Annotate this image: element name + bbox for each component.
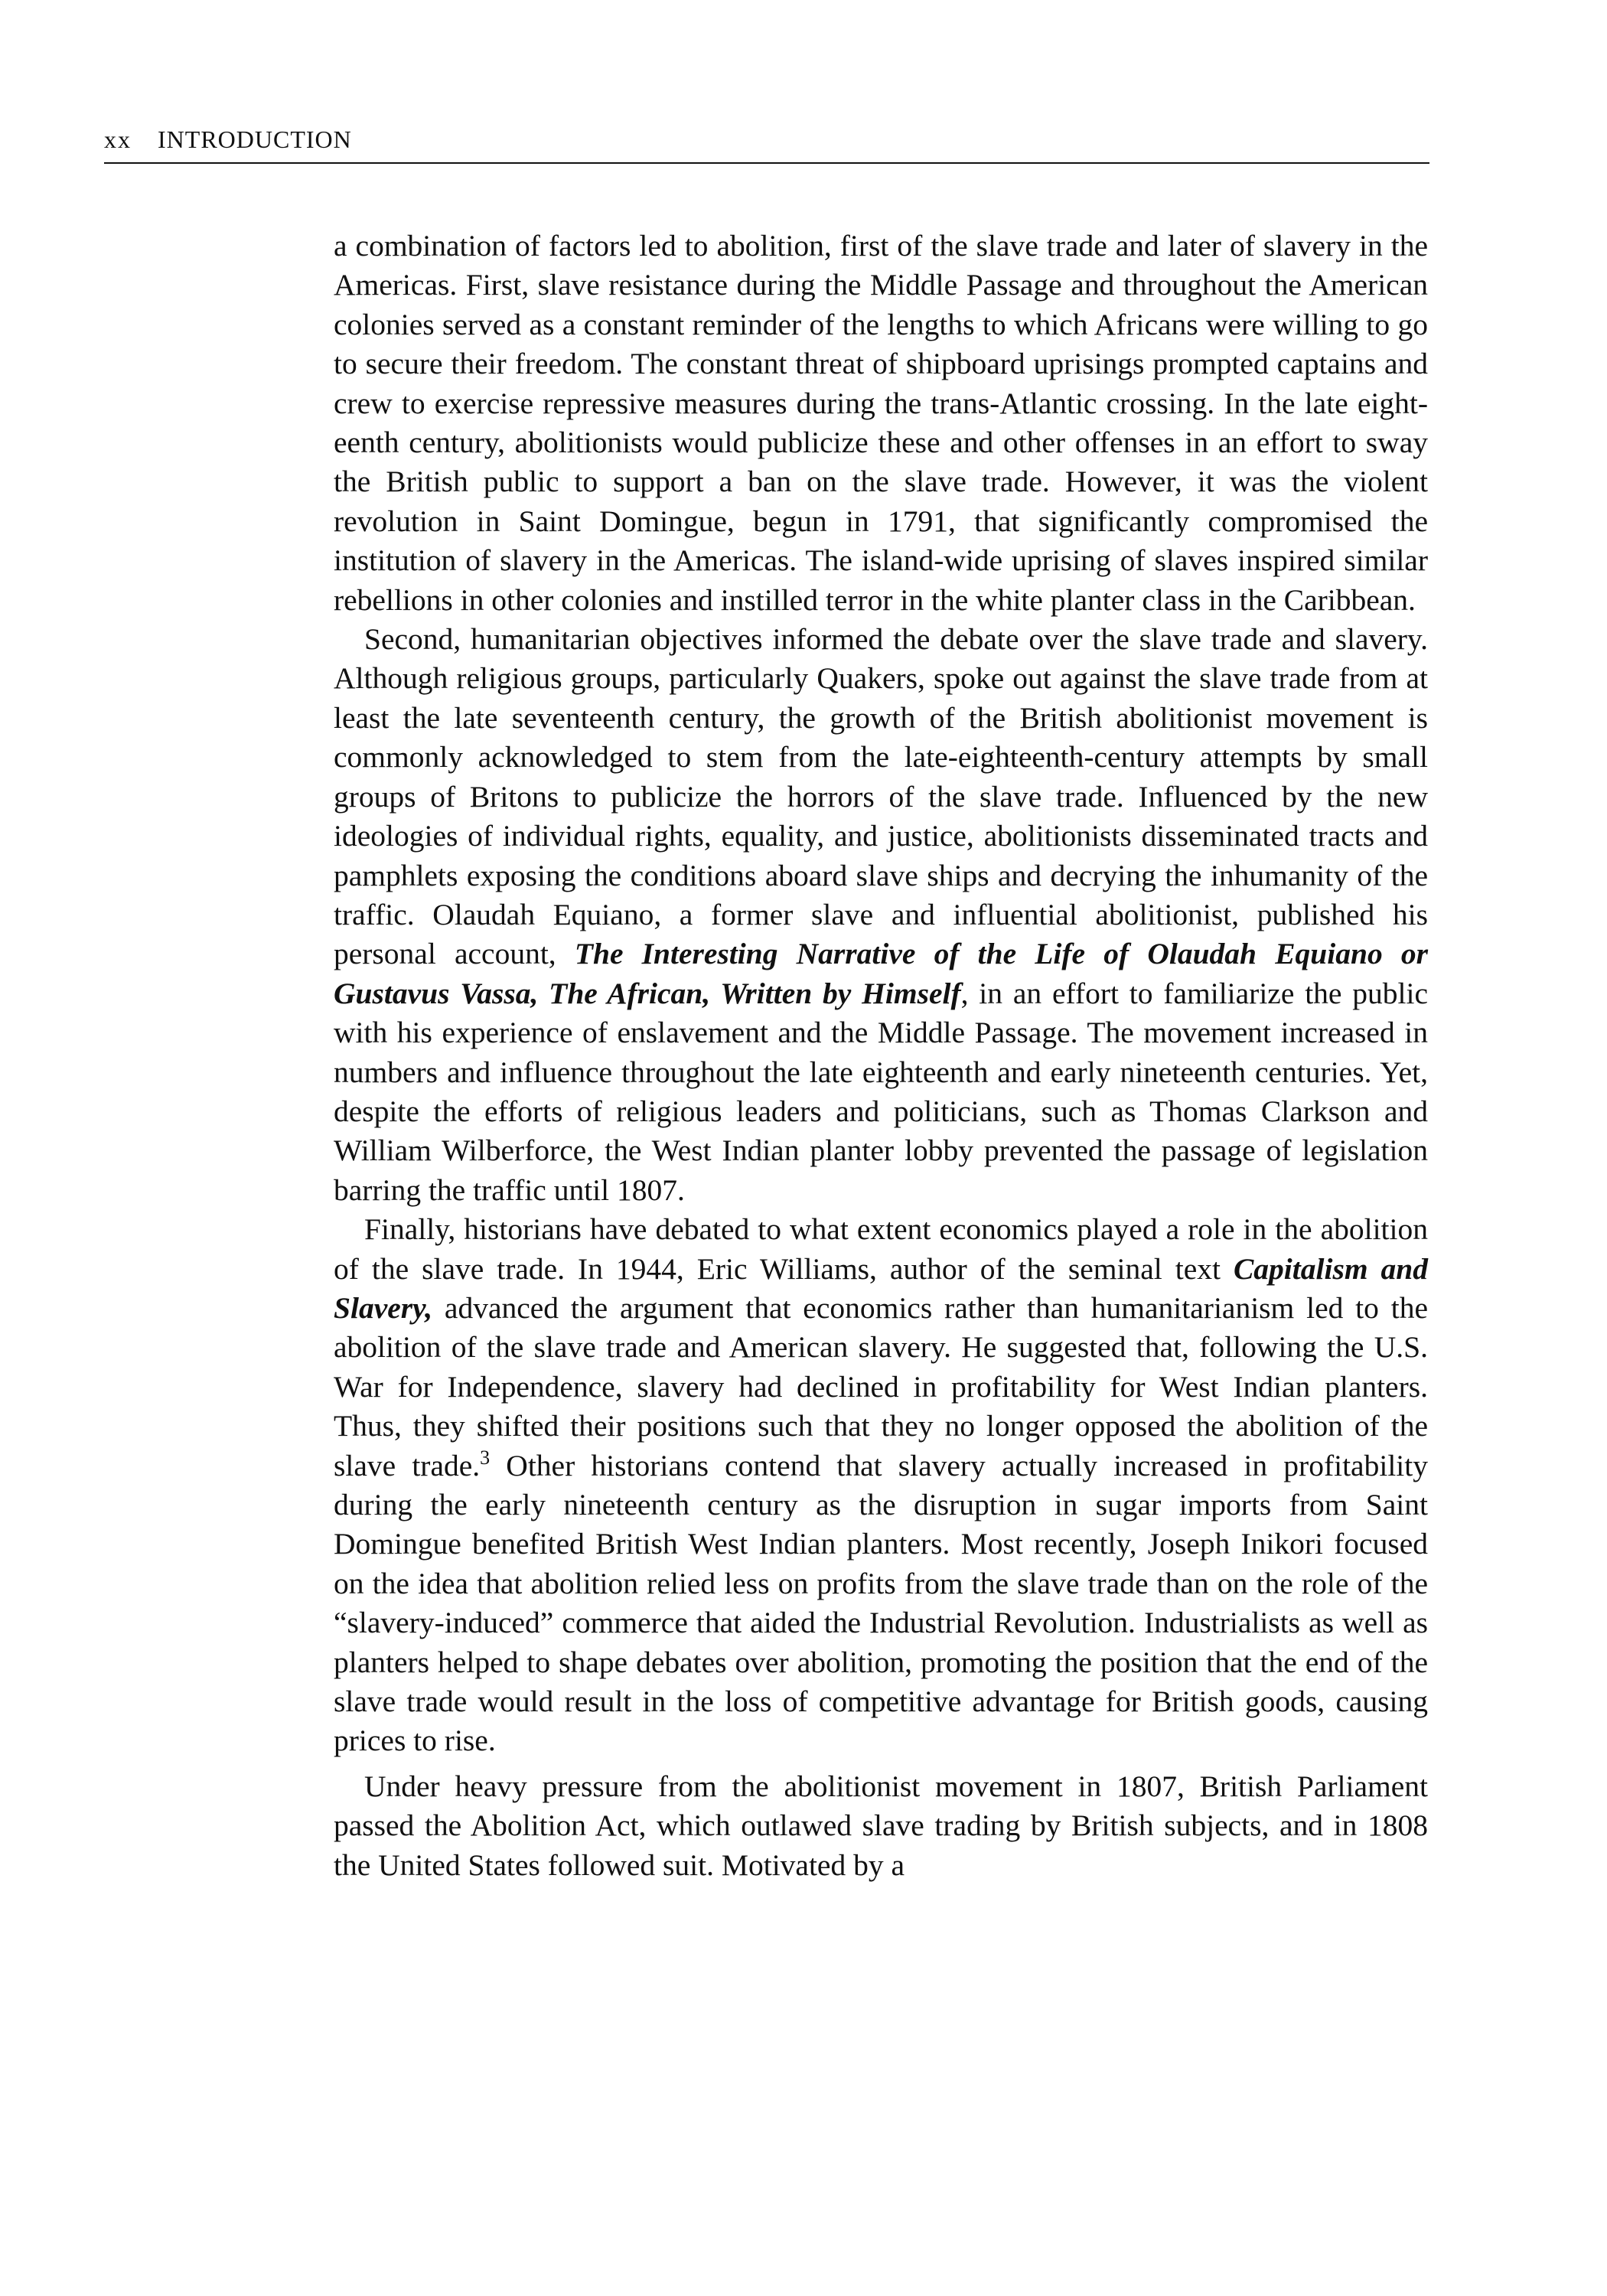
paragraph-1-text: a combination of factors led to abolition, first of the slave trade and later of slavery in the Americas. First, slave resistance during the Middle Passage and throughout the American colonies served as a constant reminder of the lengths to which Africans were willing to go to secure their freedom. The constant threat of shipboard uprisings prompted captains and crew to exercise repressive measures during the trans-Atlantic crossing. In the late eighteenth century, abolitionists would publicize these and other offenses in an effort to sway the British public to support a ban on the slave trade. However, it was the violent revolution in Saint Domingue, begun in 1791, that significantly compromised the institution of slavery in the Americas. The island-wide uprising of slaves inspired similar rebellions in other colonies and instilled terror in the white planter class in the Caribbean.	[334, 229, 1428, 617]
paragraph-3	[334, 1210, 1428, 1761]
paragraph-3-text-c: Other historians contend that slavery actually increased in profitability during the early nineteenth century as the disruption in sugar imports from Saint Domingue benefited British West Indian planters. Most recently, Joseph Inikori focused on the idea that abolition relied less on profits from the slave trade than on the role of the “slavery-induced” commerce that aided the Industrial Revolution. Industrialists as well as planters helped to shape debates over abolition, promoting the position that the end of the slave trade would result in the loss of competitive advantage for British goods, causing prices to rise.	[334, 1448, 1428, 1758]
footnote-marker: 3	[480, 1446, 491, 1469]
paragraph-2-text-a: Second, humanitarian objectives informed the debate over the slave trade and slavery. Although religious groups, particularly Quakers, spoke out against the slave trade from at least the late seventeenth century, the growth of the British abolitionist movement is commonly acknowledged to stem from the late-eighteenth-century attempts by small groups of Britons to publicize the horrors of the slave trade. Influenced by the new ideologies of individual rights, equality, and justice, abolitionists disseminated tracts and pamphlets exposing the conditions aboard slave ships and decrying the inhumanity of the traffic. Olaudah Equiano, a former slave and influential abolitionist, published his personal account,	[334, 622, 1428, 971]
book-title-capitalism: Capitalism and Slavery,	[334, 1251, 1428, 1325]
book-title-equiano: The Interesting Narrative of the Life of Olaudah Equiano or Gustavus Vassa, The African, Written by Himself	[334, 937, 1428, 1010]
paragraph-4-text: Under heavy pressure from the abolitionist movement in 1807, British Parliament passed the Abolition Act, which outlawed slave trading by British subjects, and in 1808 the United States followed suit. Motivated by a	[334, 1769, 1428, 1882]
paragraph-4	[334, 1767, 1428, 1885]
paragraph-2	[334, 620, 1428, 1210]
running-head: INTRODUCTION	[158, 126, 352, 153]
paragraph-3-text-a: Finally, historians have debated to what extent economics played a role in the abolition of the slave trade. In 1944, Eric Williams, author of the seminal text	[334, 1212, 1428, 1286]
page-header	[104, 122, 1429, 164]
paragraph-1	[334, 227, 1428, 620]
page-number: xx	[104, 126, 132, 153]
paragraph-3-text-b: advanced the argument that economics rather than humanitarianism led to the abolition of the slave trade and American slavery. He suggested that, following the U.S. War for Independence, slavery had declined in profitability for West Indian planters. Thus, they shifted their positions such that they no longer opposed the abolition of the slave trade.	[334, 1290, 1428, 1482]
body-text	[334, 227, 1428, 1885]
paragraph-2-text-b: , in an effort to familiarize the public with his experience of enslavement and the Middle Passage. The movement increased in numbers and influence throughout the late eighteenth and early nineteenth centuries. Yet, despite the efforts of religious leaders and politicians, such as Thomas Clarkson and William Wilberforce, the West Indian planter lobby prevented the passage of legislation barring the traffic until 1807.	[334, 976, 1428, 1207]
